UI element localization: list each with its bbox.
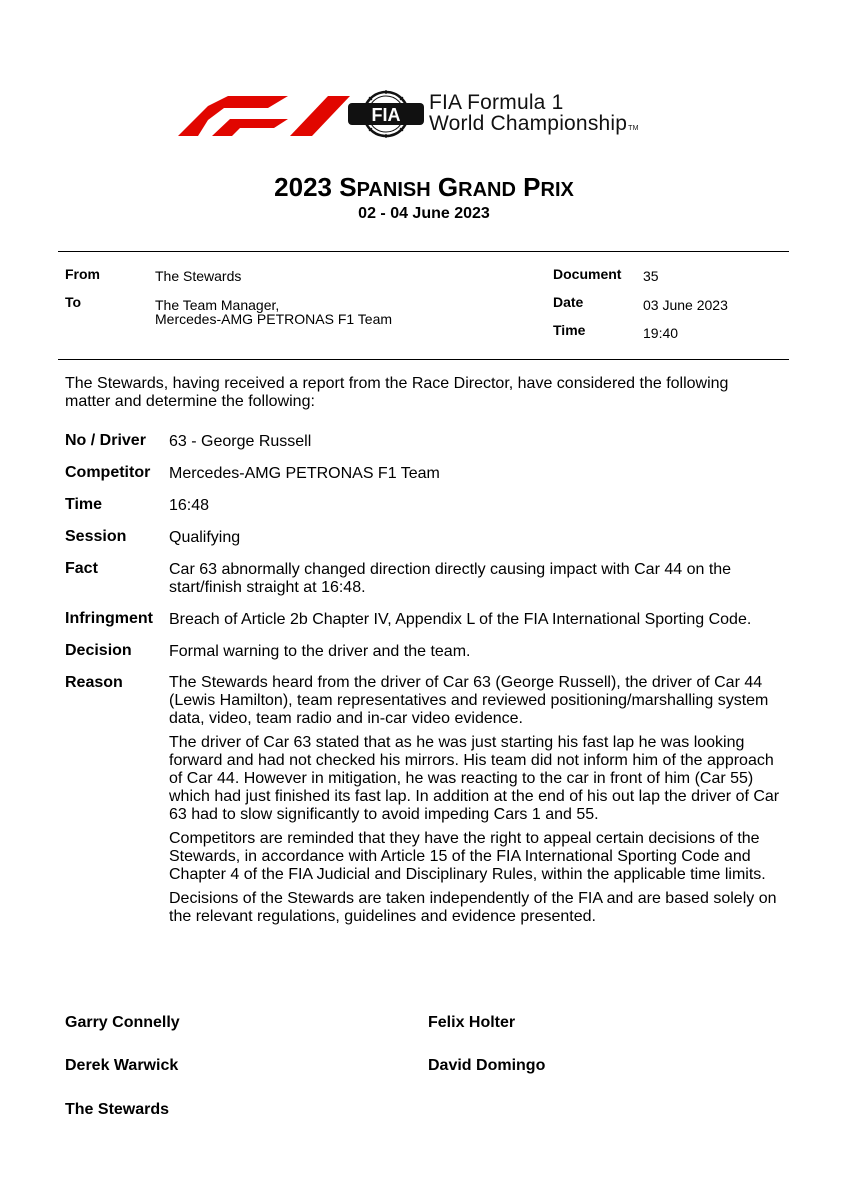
fact-label: Fact	[65, 560, 98, 577]
steward-signature: Felix Holter	[428, 1014, 516, 1031]
fact-value: Car 63 abnormally changed direction directly causing impact with Car 44 on the start/finish straight at 16:48.	[169, 561, 732, 596]
to-value-line2: Mercedes-AMG PETRONAS F1 Team	[155, 311, 393, 327]
reason-paragraph: The driver of Car 63 stated that as he was just starting his fast lap he was looking forward and had not checked his mirrors. His team did not inform him of the approach of Car 44. However in mitigation, he was reacting to the car in front of him (Car 55) which had just finished its fast lap. In addition at the end of his out lap the driver of Car 63 had to slow significantly to avoid impeding Cars 1 and 55.	[169, 734, 780, 823]
logo-line2	[429, 113, 639, 139]
fia-letters: FIA	[371, 105, 401, 125]
document-value: 35	[643, 268, 659, 284]
header-bottom-divider	[58, 359, 789, 360]
driver-label: No / Driver	[65, 432, 146, 449]
f1-logo-icon	[178, 92, 350, 136]
trademark: TM	[628, 125, 639, 132]
reason-label: Reason	[65, 674, 123, 691]
from-value: The Stewards	[155, 268, 242, 284]
time-row-value: 16:48	[169, 497, 210, 514]
reason-paragraph: Decisions of the Stewards are taken independently of the FIA and are based solely on the relevant regulations, guidelines and evidence presented.	[169, 890, 777, 925]
steward-signature: Garry Connelly	[65, 1014, 180, 1031]
infringement-label: Infringment	[65, 610, 153, 627]
infringement-value: Breach of Article 2b Chapter IV, Appendix L of the FIA International Sporting Code.	[169, 611, 752, 628]
intro-paragraph: The Stewards, having received a report from the Race Director, have considered the following matter and determine the following:	[65, 375, 729, 410]
reason-paragraph: The Stewards heard from the driver of Car 63 (George Russell), the driver of Car 44 (Lewis Hamilton), team representatives and reviewed positioning/marshalling system data, video, team radio and in-car video evidence.	[169, 674, 769, 727]
decision-value: Formal warning to the driver and the team.	[169, 643, 471, 660]
competitor-label: Competitor	[65, 464, 151, 481]
logo-wordmark	[429, 92, 639, 139]
steward-signature: David Domingo	[428, 1057, 546, 1074]
svg-text:2023 SPANISH GRAND PRIX: 2023 SPANISH GRAND PRIX	[274, 172, 574, 202]
reason-text	[169, 674, 781, 932]
to-label: To	[65, 294, 82, 310]
date-label: Date	[553, 294, 584, 310]
document-label: Document	[553, 266, 622, 282]
competitor-value: Mercedes-AMG PETRONAS F1 Team	[169, 465, 440, 482]
event-dates: 02 - 04 June 2023	[358, 205, 490, 222]
time-value: 19:40	[643, 325, 679, 341]
to-value-line1: The Team Manager,	[155, 297, 280, 313]
date-value: 03 June 2023	[643, 297, 728, 313]
session-value: Qualifying	[169, 529, 241, 546]
reason-paragraph: Competitors are reminded that they have the right to appeal certain decisions of the Stewards, in accordance with Article 15 of the FIA International Sporting Code and Chapter 4 of the FIA Judicial and Disciplinary Rules, within the applicable time limits.	[169, 830, 766, 883]
event-title	[0, 172, 848, 208]
steward-signature: Derek Warwick	[65, 1057, 179, 1074]
stewards-footer: The Stewards	[65, 1101, 170, 1118]
time-label: Time	[553, 322, 586, 338]
driver-value: 63 - George Russell	[169, 433, 312, 450]
from-label: From	[65, 266, 100, 282]
fia-f1-logo	[178, 88, 698, 140]
session-label: Session	[65, 528, 127, 545]
decision-label: Decision	[65, 642, 132, 659]
event-title-text	[234, 172, 614, 202]
logo-line1: FIA Formula 1	[429, 91, 564, 114]
fia-emblem-icon	[348, 89, 424, 139]
time-row-label: Time	[65, 496, 103, 513]
header-top-divider	[58, 251, 789, 252]
logo-line2-text: World Championship	[429, 112, 628, 135]
